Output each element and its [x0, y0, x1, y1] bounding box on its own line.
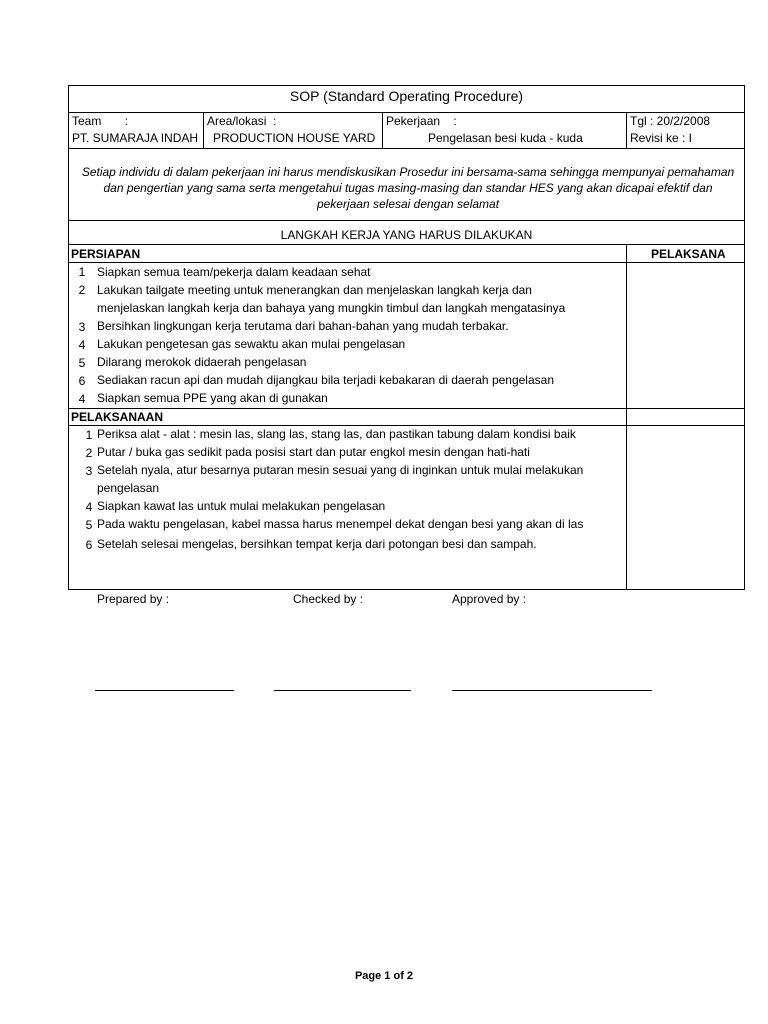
step-number: 4 — [78, 392, 86, 406]
step-text: pengelasan — [97, 481, 160, 495]
step-text: Sediakan racun api dan mudah dijangkau bila terjadi kebakaran di daerah pengelasan — [97, 373, 554, 387]
approved-by-label: Approved by : — [452, 592, 527, 606]
step-number: 6 — [78, 374, 86, 388]
divider — [626, 244, 627, 590]
step-text: Lakukan pengetesan gas sewaktu akan mulai pengelasan — [97, 337, 406, 351]
step-text: Setelah selesai mengelas, bersihkan tempat kerja dari potongan besi dan sampah. — [97, 537, 537, 551]
document-title: SOP (Standard Operating Procedure) — [289, 88, 524, 104]
step-text: Siapkan semua team/pekerja dalam keadaan sehat — [97, 265, 371, 279]
divider — [68, 408, 745, 409]
step-number: 3 — [78, 320, 86, 334]
step-number: 6 — [85, 538, 93, 552]
approved-by-signature-line — [452, 690, 652, 691]
step-text: Siapkan kawat las untuk mulai melakukan pengelasan — [97, 499, 386, 513]
job-label: Pekerjaan : — [386, 114, 457, 128]
step-number: 4 — [85, 500, 93, 514]
area-value: PRODUCTION HOUSE YARD — [213, 131, 376, 145]
divider — [68, 148, 745, 149]
intro-line: pekerjaan selesai dengan selamat — [316, 197, 500, 211]
step-number: 5 — [78, 356, 86, 370]
page-number: Page 1 of 2 — [354, 970, 414, 982]
job-value: Pengelasan besi kuda - kuda — [428, 131, 583, 145]
step-text: Putar / buka gas sedikit pada posisi start dan putar engkol mesin dengan hati-hati — [97, 445, 530, 459]
preparation-heading: PERSIAPAN — [71, 247, 141, 261]
revision-field: Revisi ke : I — [630, 131, 693, 145]
divider — [68, 220, 745, 221]
step-number: 1 — [78, 265, 86, 279]
step-text: Bersihkan lingkungan kerja terutama dari bahan-bahan yang mudah terbakar. — [97, 319, 509, 333]
checked-by-signature-line — [274, 690, 411, 691]
divider — [203, 112, 204, 148]
divider — [382, 112, 383, 148]
step-number: 4 — [78, 338, 86, 352]
divider — [626, 112, 627, 148]
step-text: Siapkan semua PPE yang akan di gunakan — [97, 391, 328, 405]
divider — [68, 262, 745, 263]
prepared-by-signature-line — [95, 690, 234, 691]
step-text: Lakukan tailgate meeting untuk menerangkan dan menjelaskan langkah kerja dan — [97, 283, 532, 297]
step-text: Setelah nyala, atur besarnya putaran mesin sesuai yang di inginkan untuk mulai melakukan — [97, 463, 584, 477]
step-text: menjelaskan langkah kerja dan bahaya yang mungkin timbul dan langkah mengatasinya — [97, 301, 566, 315]
team-value: PT. SUMARAJA INDAH — [72, 131, 199, 145]
step-text: Pada waktu pengelasan, kabel massa harus menempel dekat dengan besi yang akan di las — [97, 517, 584, 531]
executor-heading: PELAKSANA — [651, 247, 726, 261]
date-field: Tgl : 20/2/2008 — [630, 114, 711, 128]
intro-line: dan pengertian yang sama serta mengetahui tugas masing-masing dan standar HES yang akan dicapai efektif dan — [103, 181, 713, 195]
area-label: Area/lokasi : — [207, 114, 277, 128]
step-text: Periksa alat - alat : mesin las, slang las, stang las, dan pastikan tabung dalam kondisi baik — [97, 427, 576, 441]
checked-by-label: Checked by : — [293, 592, 364, 606]
intro-line: Setiap individu di dalam pekerjaan ini harus mendiskusikan Prosedur ini bersama-sama sehingga mempunyai pemahaman — [81, 165, 735, 179]
divider — [68, 112, 745, 113]
steps-heading: LANGKAH KERJA YANG HARUS DILAKUKAN — [280, 228, 533, 242]
step-number: 2 — [85, 446, 93, 460]
divider — [68, 425, 745, 426]
step-number: 2 — [78, 283, 86, 297]
execution-heading: PELAKSANAAN — [71, 410, 164, 424]
prepared-by-label: Prepared by : — [97, 592, 170, 606]
step-number: 3 — [85, 464, 93, 478]
step-text: Dilarang merokok didaerah pengelasan — [97, 355, 307, 369]
step-number: 5 — [85, 518, 93, 532]
divider — [68, 244, 745, 245]
step-number: 1 — [85, 428, 93, 442]
team-label: Team : — [72, 114, 129, 128]
